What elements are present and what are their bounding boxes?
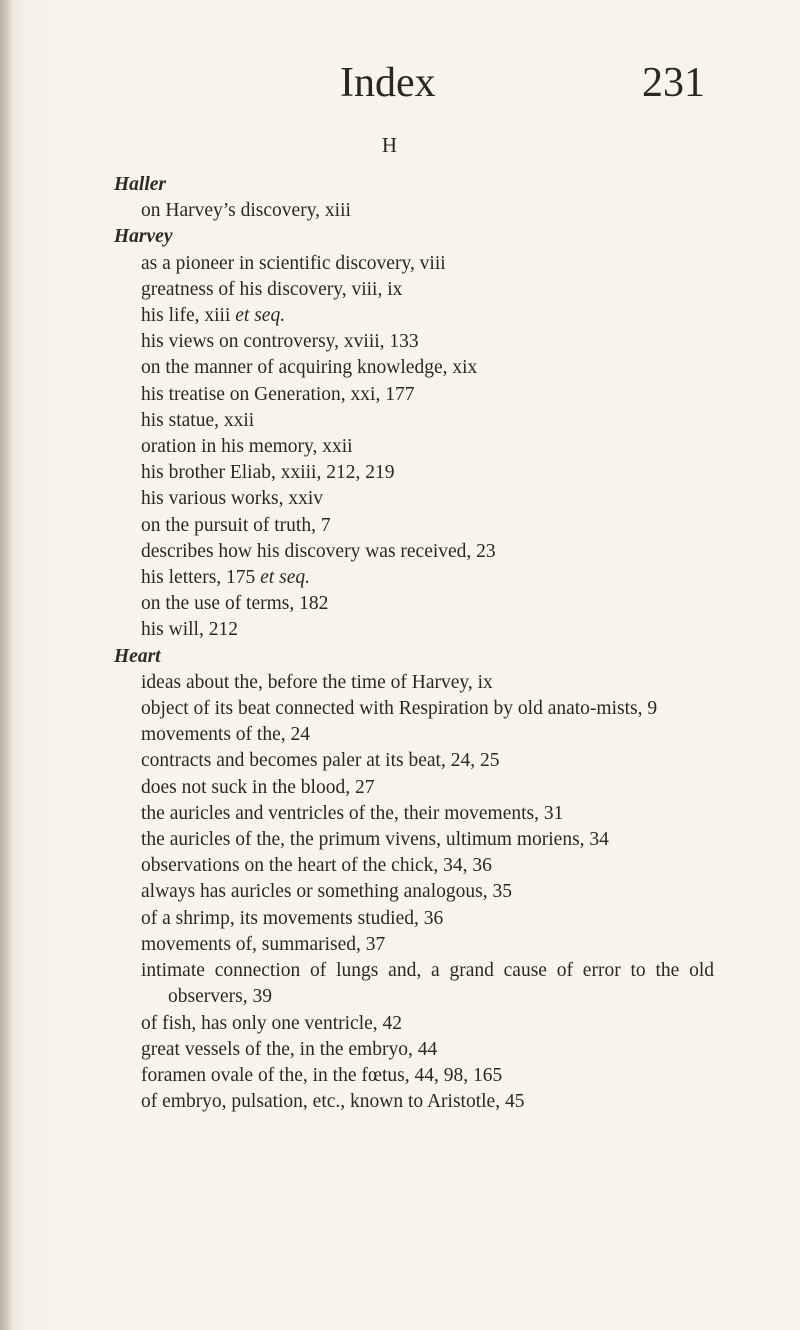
index-subentry: his will, 212 [141, 619, 238, 641]
index-subentry: intimate connection of lungs and, a grand cause of error to the old observers, 39 [141, 960, 714, 1008]
page-number: 231 [642, 60, 705, 106]
index-subentry: ideas about the, before the time of Harvey, ix [141, 671, 493, 693]
index-subentry: his brother Eliab, xxiii, 212, 219 [141, 462, 395, 484]
index-heading-harvey: Harvey [114, 226, 173, 248]
et-seq-note: et seq. [260, 567, 310, 589]
index-subentry: the auricles and ventricles of the, their movements, 31 [141, 802, 564, 824]
index-subentry: greatness of his discovery, viii, ix [141, 278, 403, 300]
index-heading-haller: Haller [114, 174, 166, 195]
index-subentry: of a shrimp, its movements studied, 36 [141, 907, 444, 929]
index-heading-heart: Heart [114, 645, 161, 667]
index-subentry: always has auricles or something analogous, 35 [141, 881, 512, 903]
index-subentry: foramen ovale of the, in the fœtus, 44, 98, 165 [141, 1064, 503, 1086]
index-subentry: observations on the heart of the chick, 34, 36 [141, 855, 492, 877]
running-head [0, 58, 800, 108]
index-subentry: of fish, has only one ventricle, 42 [141, 1012, 403, 1034]
et-seq-note: et seq. [235, 305, 286, 327]
index-subentry: his treatise on Generation, xxi, 177 [141, 383, 415, 405]
index-subentry: of embryo, pulsation, etc., known to Aristotle, 45 [141, 1091, 525, 1113]
index-subentry: on the pursuit of truth, 7 [141, 514, 331, 536]
section-letter: H [381, 133, 399, 157]
index-subentry: his statue, xxii [141, 409, 255, 431]
index-subentry: on Harvey’s discovery, xiii [141, 200, 351, 222]
index-subentry: movements of, summarised, 37 [141, 933, 386, 955]
index-subentry-text: his life, xiii [141, 305, 231, 327]
running-head-title: Index [340, 60, 436, 106]
index-subentry: object of its beat connected with Respiration by old anato-mists, 9 [141, 698, 658, 720]
index-subentry: great vessels of the, in the embryo, 44 [141, 1038, 438, 1060]
index-subentry: movements of the, 24 [141, 724, 310, 746]
index-subentry: his various works, xxiv [141, 488, 323, 510]
index-subentry: contracts and becomes paler at its beat, 24, 25 [141, 750, 500, 772]
index-subentry: on the manner of acquiring knowledge, xix [141, 357, 478, 379]
index-subentry: the auricles of the, the primum vivens, ultimum moriens, 34 [141, 829, 609, 851]
spine-shadow [0, 0, 14, 1330]
index-subentry: oration in his memory, xxii [141, 436, 353, 458]
index-subentry: as a pioneer in scientific discovery, viii [141, 252, 446, 274]
index-subentry: on the use of terms, 182 [141, 593, 329, 615]
index-subentry: describes how his discovery was received, 23 [141, 540, 496, 562]
index-subentry [141, 303, 714, 329]
index-entries [114, 172, 714, 1115]
index-subentry: does not suck in the blood, 27 [141, 776, 375, 798]
index-subentry-text: his letters, 175 [141, 567, 256, 589]
index-subentry: his views on controversy, xviii, 133 [141, 331, 419, 353]
index-subentry [141, 565, 714, 591]
